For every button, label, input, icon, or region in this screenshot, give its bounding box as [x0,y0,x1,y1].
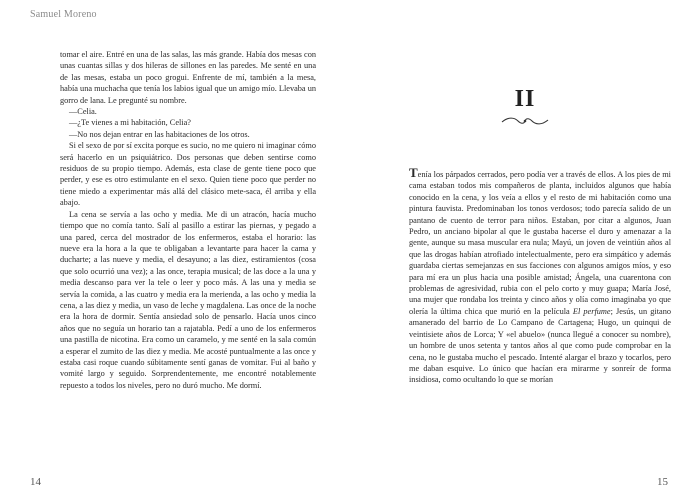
page-number-left: 14 [30,476,41,488]
paragraph: Si el sexo de por sí excita porque es sucio, no me quiero ni imaginar cómo será hacerlo en un psiquiátrico. Dos personas que deben sentirse como residuos de su propio tiempo. Además, esta clase de gente tiene poco que perder, y ese es otro estimulante en el sexo. Quien tiene poco que perder no tiene miedo a experimentar más allá del clásico mete-saca, él arriba y ella abajo. [60,141,317,208]
paragraph-start: enía los párpados cerrados, pero podía ver a través de ellos. A los pies de mi cama estaban todos mis compañeros de planta, incluidos algunos que había conocido en la cena, y los veía a ellos y el resto de mi habitación como una pintura fauvista. Predominaban los tonos verdosos; todo parecía salido de un pantano de cuento de terror para niños. Estaban, por citar a algunos, Juan Pedro, un anciano bipolar al que le gustaba hacerse el duro y amenazar a la gente, aunque su masa muscular era nula; Mayú, un joven de veintiún años al que las drogas habían atrofiado intelectualmente, pero era simpático y además guardaba ciertas semejanzas en sus facciones con algunos amigos míos, y eso para mí era un plus hacia una posible amistad; Ángela, una cuarentona con problemas de agresividad, rubia con el pelo corto y muy guapa; María José, una mujer que rondaba los treinta y cinco años y olía como imaginaba yo que olería la última chica que murió en la película [409,170,671,316]
page-number-right: 15 [657,476,668,488]
flourish-ornament-icon [500,115,550,127]
right-page-body [409,165,671,386]
right-page [350,0,700,500]
dialogue-line: —No nos dejan entrar en las habitaciones de los otros. [69,129,250,139]
left-page-body [60,49,316,391]
dialogue-line: —Celia. [69,107,97,117]
dialogue-line: —¿Te vienes a mi habitación, Celia? [69,118,191,128]
chapter-heading [350,86,700,127]
paragraph [409,165,671,386]
chapter-title: II [514,86,536,112]
drop-cap: T [409,165,418,180]
paragraph-end: ; Jesús, un gitano amanerado del barrio de Lo Campano de Cartagena; Hugo, un quinqui de veintisiete años de Lorca; Y «el abuelo» (nunca llegué a conocer su nombre), un hombre de unos setenta y tantos años al que como pude comprobar en la cena, no le gustaba mucho el pescado. Intenté alargar el brazo y tocarlos, pero me daban esquive. Lo único que hacían era mirarme y sonreír de forma insidiosa, como ocultando lo que se morían [409,306,671,385]
running-head-author: Samuel Moreno [30,9,97,20]
film-title: El perfume [572,306,611,316]
paragraph: tomar el aire. Entré en una de las salas, las más grande. Había dos mesas con unas cuantas sillas y dos hileras de sillones en las paredes. Me senté en una de las mesas, estaba un poco grogui. Enfrente de mí, también a la mesa, había una muchacha que tenía los labios igual que un amigo mío. Llevaba un gorro de lana. Le pregunté su nombre. [60,50,316,105]
paragraph: La cena se servía a las ocho y media. Me di un atracón, hacía mucho tiempo que no comía tanto. Salí al pasillo a estirar las piernas, y pegado a una pared, cerca del mostrador de los enfermeros, estaba el horario: las nueve era la hora a la que te obligaban a levantarte para hacer la cama y ducharte; a las nueve y media, el desayuno; a las diez, estiramientos (cosa que solo ocurrió una vez); a las once, terapia musical; de las doce a la una y media descanso para ver la tele o leer y poco más. A las una y media se servía la comida, a las cuatro y media era la merienda, a las ocho y media la cena, a las diez y media, un vaso de leche y magdalena. Las once de la noche era la hora de dormir. Sentía ansiedad solo de pensarlo. Hacía unos cinco años que no seguía un horario tan a rajatabla. Pedí a uno de los enfermeros una pastilla de nicotina. Era como un caramelo, y me senté en la sala común a esperar el zumito de las diez y media. Me acosté puntualmente a las once y estaba casi roque cuando súbitamente sentí ganas de vomitar. Fui al baño y vomité largo y seguido. Sorprendentemente, me encontré notablemente repuesto a todos los niveles, pero no duró mucho. Me dormí. [60,209,316,390]
